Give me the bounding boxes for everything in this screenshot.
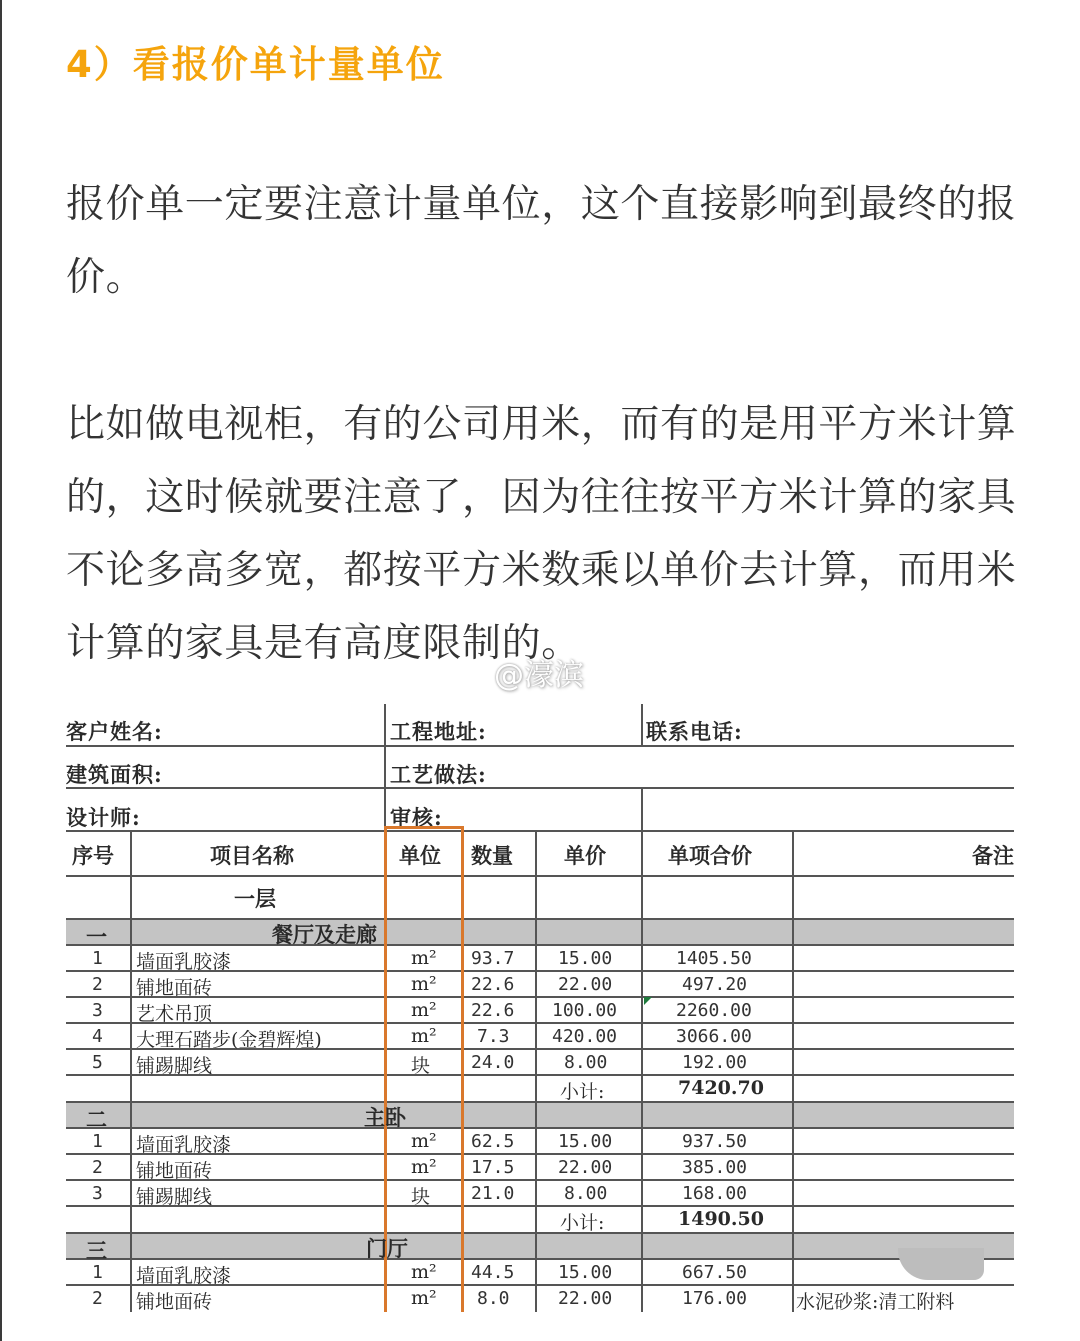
subtotal-value: 1490.50 xyxy=(678,1208,764,1230)
section-no: 一 xyxy=(86,924,107,949)
redaction-mark xyxy=(898,1248,984,1280)
subtotal-label: 小计: xyxy=(560,1081,605,1103)
subtotal-label: 小计: xyxy=(560,1212,605,1234)
left-border xyxy=(0,0,2,1341)
quote-sheet-image: 客户姓名: 工程地址: 联系电话: 建筑面积: 工艺做法: 设计师: 审核: 序号 项目名称 单位 数量 单价 单项合价 备注 一层 一 餐厅及走廊 1 墙面乳胶漆 m² 93.7 15.00 1405.50 2 铺地面砖 m² 22.6 22.00 497.20 3 艺术吊顶 m² 22.6 100.00 2260.00 4 大理石踏步(金碧辉煌) m² 7.3 420.00 3066.00 5 铺踢脚线 块 24.0 8.00 192.00 小计: 7420.70 二 主卧 1 墙面乳胶漆 m² 62.5 15.00 937.50 2 铺地面砖 m² 17.5 22.00 385.00 3 铺踢脚线 块 21.0 8.00 168.00 小计: 1490.50 三 门厅 1 墙面乳胶漆 m² 44.5 15.00 667.50 2 铺地面砖 m² 8.0 22.00 176.00 水泥砂浆:清工附料 xyxy=(66,700,1014,1312)
section-name: 餐厅及走廊 xyxy=(272,922,377,947)
process-label: 工艺做法: xyxy=(390,762,487,787)
section-no: 二 xyxy=(86,1107,107,1132)
watermark: @濠滨 xyxy=(494,658,584,693)
phone-label: 联系电话: xyxy=(646,719,743,744)
section-band-3 xyxy=(66,1233,1014,1259)
subtotal-value: 7420.70 xyxy=(678,1077,764,1099)
header-remark: 备注 xyxy=(972,843,1014,868)
paragraph-1: 报价单一定要注意计量单位，这个直接影响到最终的报价。 xyxy=(66,182,1017,300)
building-area-label: 建筑面积: xyxy=(66,762,163,787)
paragraph-2: 比如做电视柜，有的公司用米，而有的是用平方米计算的，这时候就要注意了，因为往往按平方米计算的家具不论多高多宽，都按平方米数乘以单价去计算，而用米计算的家具是有高度限制的。 xyxy=(66,402,1017,666)
header-price: 单价 xyxy=(564,843,606,868)
section-name: 门厅 xyxy=(366,1236,408,1261)
header-item: 项目名称 xyxy=(210,843,294,868)
section-band-1 xyxy=(66,919,1014,945)
header-unit: 单位 xyxy=(399,843,441,868)
section-band-2 xyxy=(66,1102,1014,1128)
header-subtotal: 单项合价 xyxy=(668,843,752,868)
designer-label: 设计师: xyxy=(66,805,141,830)
section-name: 主卧 xyxy=(364,1105,406,1130)
header-qty: 数量 xyxy=(471,843,513,868)
floor-label: 一层 xyxy=(234,886,276,911)
cell-comment-marker xyxy=(644,997,652,1005)
header-no: 序号 xyxy=(72,843,114,868)
customer-name-label: 客户姓名: xyxy=(66,719,163,744)
reviewer-label: 审核: xyxy=(390,805,443,830)
section-heading: 4）看报价单计量单位 xyxy=(66,43,445,86)
project-address-label: 工程地址: xyxy=(390,719,487,744)
section-no: 三 xyxy=(86,1238,107,1263)
